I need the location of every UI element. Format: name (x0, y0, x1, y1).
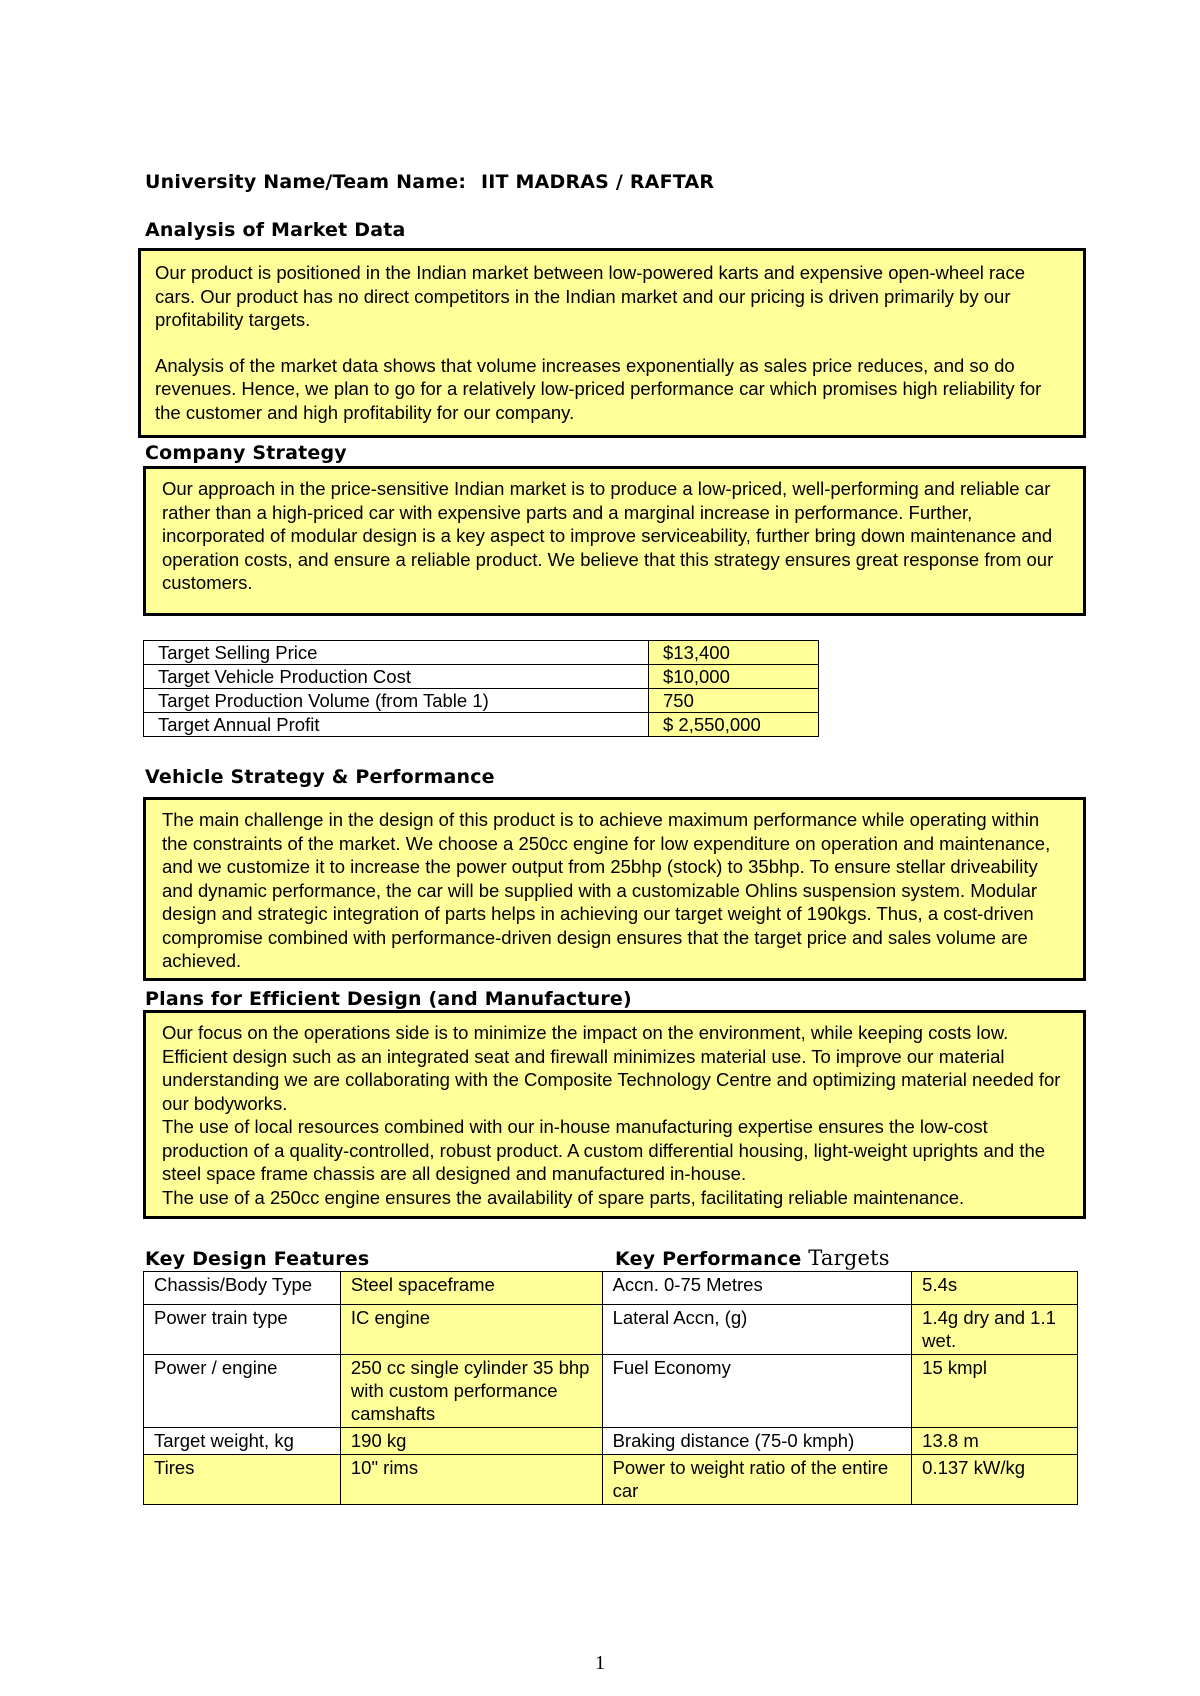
feature-value: 10" rims (340, 1455, 602, 1505)
performance-value: 5.4s (912, 1272, 1078, 1305)
feature-value: 250 cc single cylinder 35 bhp with custom performance camshafts (340, 1355, 602, 1428)
performance-label: Accn. 0-75 Metres (602, 1272, 912, 1305)
target-value: $10,000 (649, 665, 819, 689)
performance-value: 15 kmpl (912, 1355, 1078, 1428)
performance-heading (615, 1246, 890, 1270)
performance-label: Braking distance (75-0 kmph) (602, 1428, 912, 1455)
table-row (144, 1272, 1078, 1305)
target-label: Target Vehicle Production Cost (144, 665, 649, 689)
team-header-label: University Name/Team Name: (145, 171, 467, 193)
feature-label: Target weight, kg (144, 1428, 341, 1455)
plans-box (143, 1010, 1086, 1219)
performance-label: Power to weight ratio of the entire car (602, 1455, 912, 1505)
feature-value: IC engine (340, 1305, 602, 1355)
strategy-text: Our approach in the price-sensitive Indian market is to produce a low-priced, well-performing and reliable car rather than a high-priced car with expensive parts and a marginal increase in performance. Further, incorporated of modular design is a key aspect to improve serviceability, further bring down maintenance and operation costs, and ensure a reliable product. We believe that this strategy ensures great response from our customers. (162, 478, 1054, 593)
team-header (145, 171, 714, 193)
table-row (144, 1455, 1078, 1505)
plans-heading: Plans for Efficient Design (and Manufacture) (145, 988, 632, 1010)
target-label: Target Selling Price (144, 641, 649, 665)
plans-para-1: Our focus on the operations side is to minimize the impact on the environment, while keeping costs low. Efficient design such as an integrated seat and firewall minimizes material use. To improve our material understanding we are collaborating with the Composite Technology Centre and optimizing material needed for our bodyworks. (162, 1022, 1061, 1114)
table-row (144, 665, 819, 689)
performance-value: 0.137 kW/kg (912, 1455, 1078, 1505)
target-label: Target Annual Profit (144, 713, 649, 737)
plans-para-3: The use of a 250cc engine ensures the availability of spare parts, facilitating reliable maintenance. (162, 1186, 965, 1208)
feature-label: Tires (144, 1455, 341, 1505)
table-row (144, 713, 819, 737)
performance-heading-serif: Targets (808, 1246, 890, 1270)
vehicle-heading: Vehicle Strategy & Performance (145, 766, 495, 788)
table-row (144, 641, 819, 665)
table-row (144, 1355, 1078, 1428)
table-row (144, 1428, 1078, 1455)
market-box (138, 248, 1086, 438)
feature-value: 190 kg (340, 1428, 602, 1455)
strategy-box (143, 466, 1086, 616)
target-label: Target Production Volume (from Table 1) (144, 689, 649, 713)
performance-value: 1.4g dry and 1.1 wet. (912, 1305, 1078, 1355)
features-heading: Key Design Features (145, 1248, 370, 1270)
vehicle-box (143, 797, 1086, 981)
market-para-1: Our product is positioned in the Indian market between low-powered karts and expensive open-wheel race cars. Our product has no direct competitors in the Indian market and our pricing is driven primarily by our profitability targets. (155, 262, 1025, 330)
strategy-heading: Company Strategy (145, 442, 347, 464)
target-value: $ 2,550,000 (649, 713, 819, 737)
performance-label: Fuel Economy (602, 1355, 912, 1428)
feature-label: Power train type (144, 1305, 341, 1355)
vehicle-text: The main challenge in the design of this product is to achieve maximum performance while operating within the constraints of the market. We choose a 250cc engine for low expenditure on operation and maintenance, and we customize it to increase the power output from 25bhp (stock) to 35bhp. To ensure stellar driveability and dynamic performance, the car will be supplied with a customizable Ohlins suspension system. Modular design and strategic integration of parts helps in achieving our target weight of 190kgs. Thus, a cost-driven compromise combined with performance-driven design ensures that the target price and sales volume are achieved. (162, 809, 1051, 971)
performance-value: 13.8 m (912, 1428, 1078, 1455)
features-table (143, 1271, 1078, 1505)
plans-para-2: The use of local resources combined with our in-house manufacturing expertise ensures the low-cost production of a quality-controlled, robust product. A custom differential housing, light-weight uprights and the steel space frame chassis are all designed and manufactured in-house. (162, 1116, 1046, 1184)
page-number: 1 (595, 1652, 605, 1674)
table-row (144, 1305, 1078, 1355)
performance-label: Lateral Accn, (g) (602, 1305, 912, 1355)
table-row (144, 689, 819, 713)
feature-label: Power / engine (144, 1355, 341, 1428)
team-header-value: IIT MADRAS / RAFTAR (480, 171, 715, 193)
performance-heading-bold: Key Performance (615, 1248, 802, 1270)
feature-label: Chassis/Body Type (144, 1272, 341, 1305)
market-para-2: Analysis of the market data shows that volume increases exponentially as sales price reduces, and so do revenues. Hence, we plan to go for a relatively low-priced performance car which promises high reliability for the customer and high profitability for our company. (155, 354, 1042, 423)
targets-table (143, 640, 819, 737)
market-heading: Analysis of Market Data (145, 219, 406, 241)
feature-value: Steel spaceframe (340, 1272, 602, 1305)
target-value: 750 (649, 689, 819, 713)
target-value: $13,400 (649, 641, 819, 665)
